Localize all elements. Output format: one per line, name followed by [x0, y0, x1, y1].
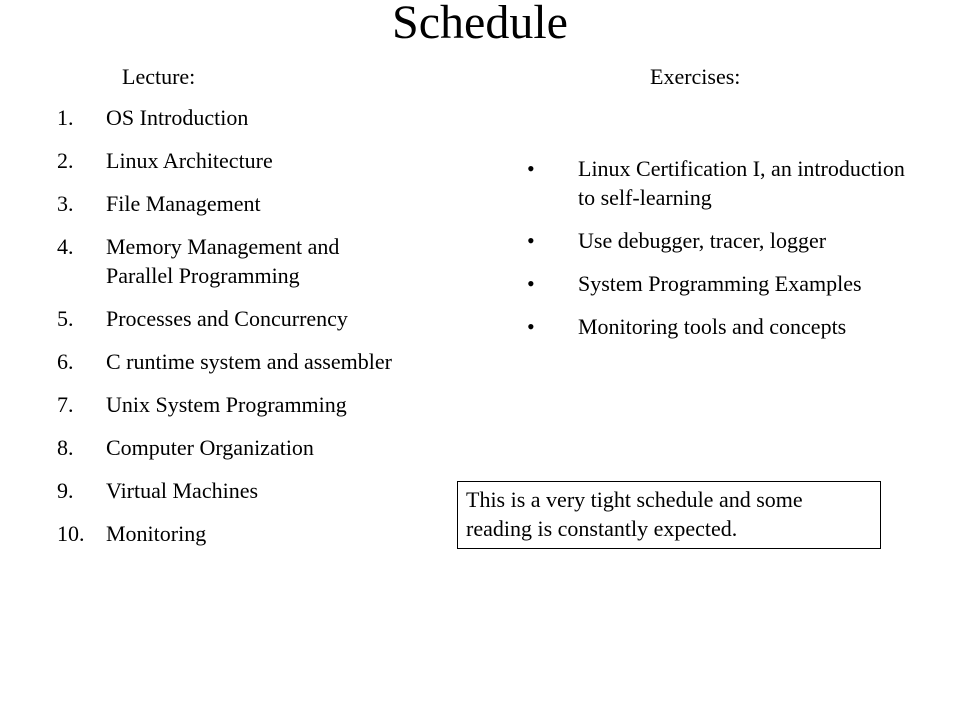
lecture-item [57, 146, 397, 175]
lecture-title: Monitoring [106, 521, 207, 546]
lecture-number: 1. [57, 105, 74, 130]
exercise-item [527, 154, 927, 212]
lecture-item [57, 347, 397, 376]
lecture-number: 5. [57, 306, 74, 331]
lecture-number: 4. [57, 234, 74, 259]
lecture-item [57, 103, 397, 132]
lecture-number: 2. [57, 148, 74, 173]
lecture-item [57, 476, 397, 505]
bullet-icon: • [527, 271, 535, 296]
lecture-title: OS Introduction [106, 105, 249, 130]
bullet-icon: • [527, 156, 535, 181]
lecture-heading: Lecture: [122, 64, 196, 89]
lecture-item [57, 433, 397, 462]
lecture-item [57, 519, 397, 548]
note-box: This is a very tight schedule and some reading is constantly expected. [457, 481, 881, 549]
lecture-title: Computer Organization [106, 435, 314, 460]
lecture-item [57, 189, 397, 218]
exercise-item [527, 269, 927, 298]
lecture-item [57, 232, 397, 290]
lecture-title: Virtual Machines [106, 478, 259, 503]
lecture-number: 9. [57, 478, 74, 503]
lecture-number: 7. [57, 392, 74, 417]
lecture-item [57, 304, 397, 333]
exercise-title: Monitoring tools and concepts [578, 314, 847, 339]
exercise-item [527, 312, 927, 341]
exercise-title: System Programming Examples [578, 271, 862, 296]
lecture-number: 10. [57, 521, 85, 546]
lecture-number: 8. [57, 435, 74, 460]
lecture-title: Unix System Programming [106, 392, 347, 417]
lecture-title: Processes and Concurrency [106, 306, 348, 331]
exercise-item [527, 226, 927, 255]
bullet-icon: • [527, 228, 535, 253]
lecture-title: Memory Management and Parallel Programming [106, 234, 340, 288]
lecture-title: File Management [106, 191, 261, 216]
lecture-item [57, 390, 397, 419]
lecture-title: Linux Architecture [106, 148, 273, 173]
lecture-list [57, 103, 397, 562]
lecture-number: 3. [57, 191, 74, 216]
exercise-title: Use debugger, tracer, logger [578, 228, 827, 253]
lecture-title: C runtime system and assembler [106, 349, 392, 374]
slide-title: Schedule [392, 0, 568, 49]
exercise-title: Linux Certification I, an introduction to self-learning [578, 156, 905, 210]
lecture-number: 6. [57, 349, 74, 374]
bullet-icon: • [527, 314, 535, 339]
exercise-list [527, 154, 927, 355]
exercises-heading: Exercises: [650, 64, 741, 89]
